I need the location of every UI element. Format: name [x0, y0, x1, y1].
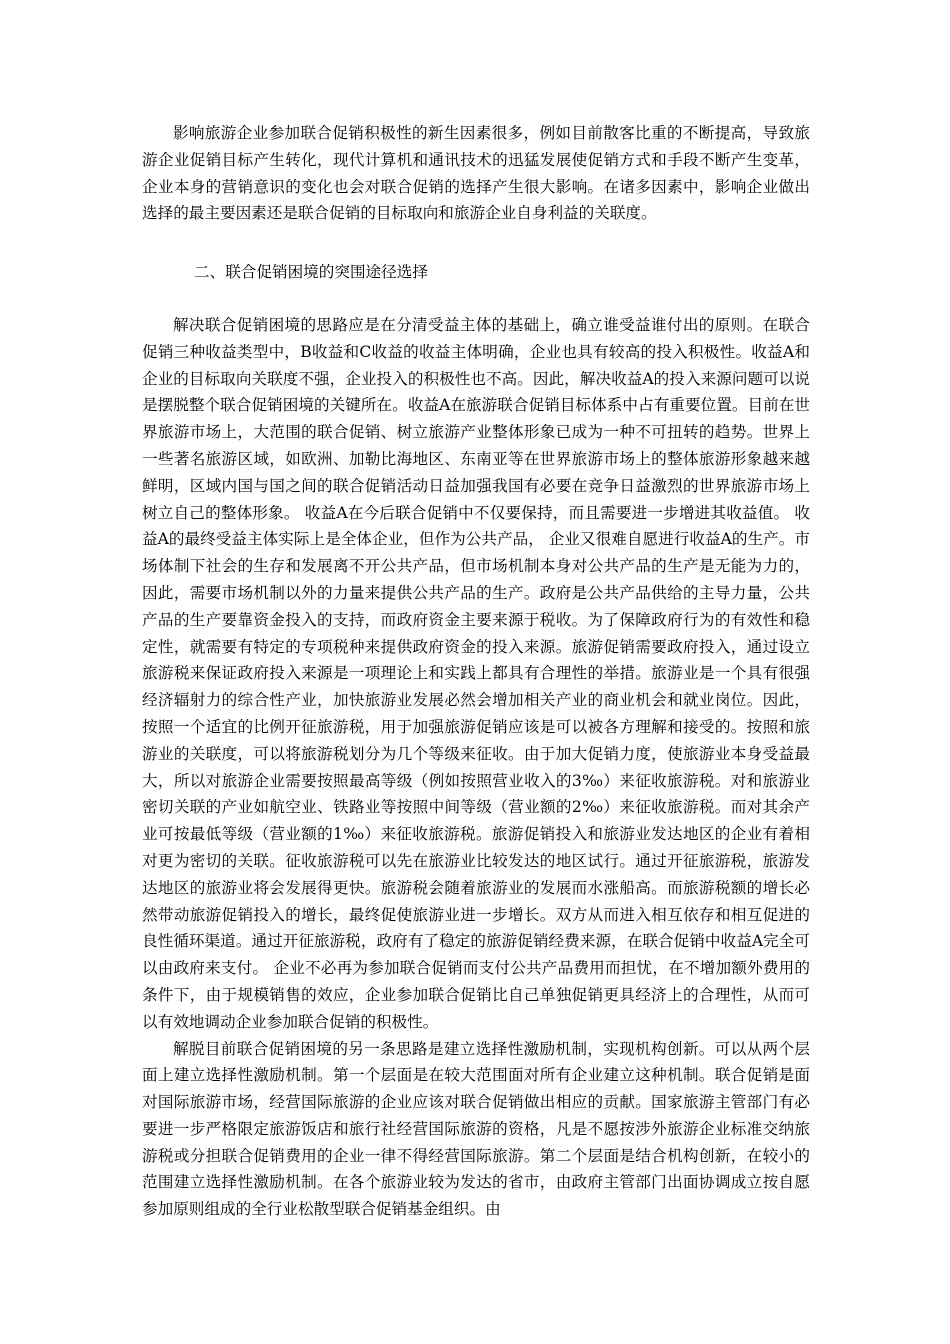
section-heading: 二、联合促销困境的突围途径选择 [194, 263, 428, 282]
document-page [142, 120, 810, 1223]
paragraph-body-2: 解脱目前联合促销困境的另一条思路是建立选择性激励机制，实现机构创新。可以从两个层面上建立选择性激励机制。第一个层面是在较大范围面对所有企业建立这种机制。联合促销是面对国际旅游市场，经营国际旅游的企业应该对联合促销做出相应的贡献。国家旅游主管部门有必要进一步严格限定旅游饭店和旅行社经营国际旅游的资格，凡是不愿按涉外旅游企业标准交纳旅游税或分担联合促销费用的企业一律不得经营国际旅游。第二个层面是结合机构创新，在较小的范围建立选择性激励机制。在各个旅游业较为发达的省市，由政府主管部门出面协调成立按自愿参加原则组成的全行业松散型联合促销基金组织。由 [142, 1039, 810, 1219]
paragraph-body-1: 解决联合促销困境的思路应是在分清受益主体的基础上，确立谁受益谁付出的原则。在联合促销三种收益类型中，B收益和C收益的收益主体明确，企业也具有较高的投入积极性。收益A和企业的目标取向关联度不强，企业投入的积极性也不高。因此，解决收益A的投入来源问题可以说是摆脱整个联合促销困境的关键所在。收益A在旅游联合促销目标体系中占有重要位置。目前在世界旅游市场上，大范围的联合促销、树立旅游产业整体形象已成为一种不可扭转的趋势。世界上一些著名旅游区域，如欧洲、加勒比海地区、东南亚等在世界旅游市场上的整体旅游形象越来越鲜明，区域内国与国之间的联合促销活动日益加强我国有必要在竞争日益激烈的世界旅游市场上树立自己的整体形象。 收益A在今后联合促销中不仅要保持，而且需要进一步增进其收益值。 收益A的最终受益主体实际上是全体企业，但作为公共产品， 企业又很难自愿进行收益A的生产。市场体制下社会的生存和发展离不开公共产品，但市场机制本身对公共产品的生产是无能为力的，因此，需要市场机制以外的力量来提供公共产品的生产。政府是公共产品供给的主导力量，公共产品的生产要靠资金投入的支持，而政府资金主要来源于税收。为了保障政府行为的有效性和稳定性，就需要有特定的专项税种来提供政府资金的投入来源。旅游促销需要政府投入，通过设立旅游税来保证政府投入来源是一项理论上和实践上都具有合理性的举措。旅游业是一个具有很强经济辐射力的综合性产业，加快旅游业发展必然会增加相关产业的商业机会和就业岗位。因此，按照一个适宜的比例开征旅游税，用于加强旅游促销应该是可以被各方理解和接受的。按照和旅游业的关联度，可以将旅游税划分为几个等级来征收。由于加大促销力度，使旅游业本身受益最大，所以对旅游企业需要按照最高等级（例如按照营业收入的3‰）来征收旅游税。对和旅游业密切关联的产业如航空业、铁路业等按照中间等级（营业额的2‰）来征收旅游税。而对其余产业可按最低等级（营业额的1‰）来征收旅游税。旅游促销投入和旅游业发达地区的企业有着相对更为密切的关联。征收旅游税可以先在旅游业比较发达的地区试行。通过开征旅游税，旅游发达地区的旅游业将会发展得更快。旅游税会随着旅游业的发展而水涨船高。而旅游税额的增长必然带动旅游促销投入的增长，最终促使旅游业进一步增长。双方从而进入相互依存和相互促进的良性循环渠道。通过开征旅游税，政府有了稳定的旅游促销经费来源，在联合促销中收益A完全可以由政府来支付。 企业不必再为参加联合促销而支付公共产品费用而担忧，在不增加额外费用的条件下，由于规模销售的效应，企业参加联合促销比自己单独促销更具经济上的合理性，从而可以有效地调动企业参加联合促销的积极性。 [142, 315, 810, 1031]
paragraph-intro: 影响旅游企业参加联合促销积极性的新生因素很多，例如目前散客比重的不断提高，导致旅游企业促销目标产生转化，现代计算机和通讯技术的迅猛发展使促销方式和手段不断产生变革，企业本身的营销意识的变化也会对联合促销的选择产生很大影响。在诸多因素中，影响企业做出选择的最主要因素还是联合促销的目标取向和旅游企业自身利益的关联度。 [142, 124, 810, 223]
